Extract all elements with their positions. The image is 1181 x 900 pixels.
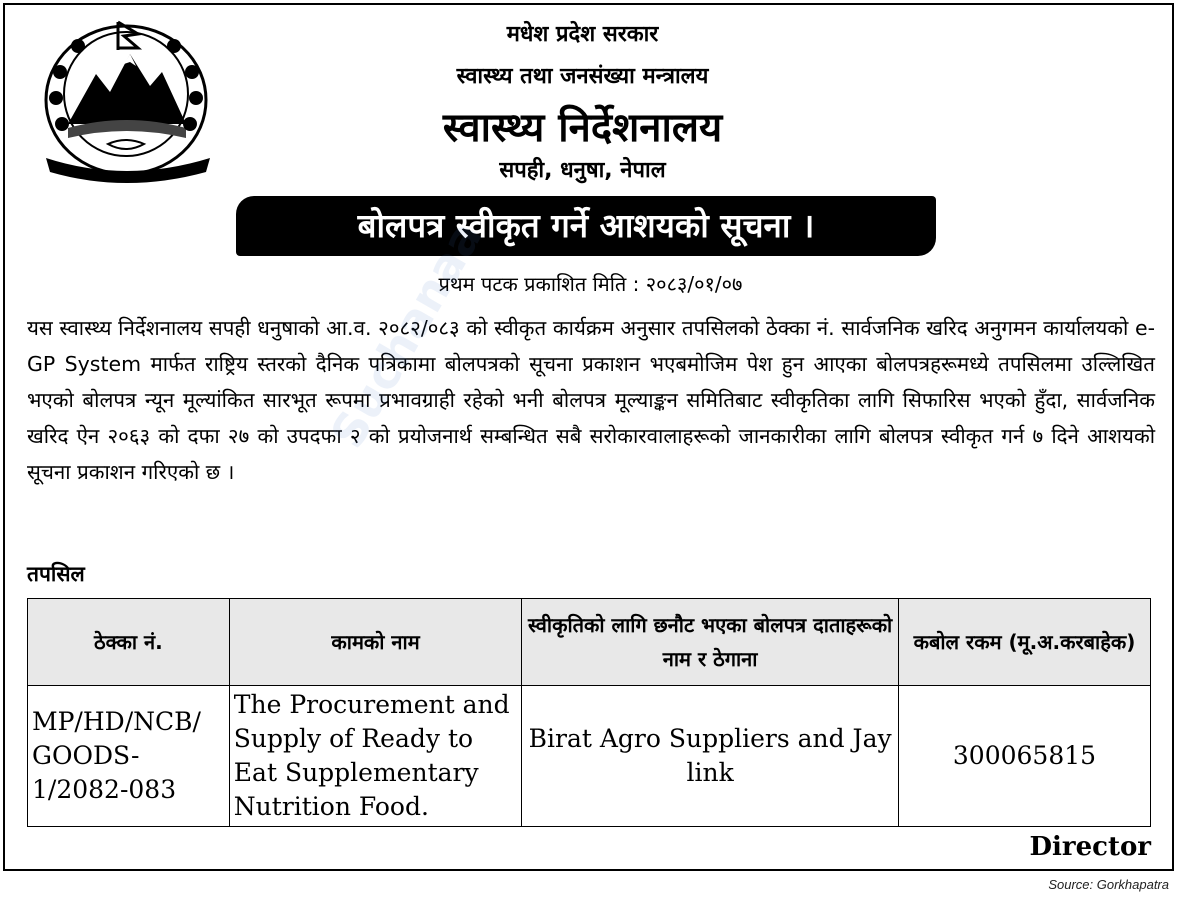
directorate-name: स्वास्थ्य निर्देशनालय — [442, 105, 723, 151]
office-address: सपही, धनुषा, नेपाल — [499, 158, 666, 183]
table-row — [28, 686, 1151, 827]
bidder-cell: Birat Agro Suppliers and Jay link — [522, 686, 899, 827]
notice-title: बोलपत्र स्वीकृत गर्ने आशयको सूचना । — [357, 206, 815, 245]
table-header-row — [28, 599, 1151, 686]
header-work-name: कामको नाम — [229, 599, 522, 686]
work-name-cell: The Procurement and Supply of Ready to Eat Supplementary Nutrition Food. — [229, 686, 522, 827]
header-bidder-name-address: स्वीकृतिको लागि छनौट भएका बोलपत्र दाताहरूको नाम र ठेगाना — [522, 599, 899, 686]
contract-no-cell: MP/HD/NCB/ GOODS- 1/2082-083 — [28, 686, 230, 827]
source-credit: Source: Gorkhapatra — [1048, 877, 1169, 892]
publication-date: प्रथम पटक प्रकाशित मिति : २०८३/०१/०७ — [438, 272, 743, 296]
header-contract-no: ठेक्का नं. — [28, 599, 230, 686]
notice-body-paragraph: यस स्वास्थ्य निर्देशनालय सपही धनुषाको आ.व. २०८२/०८३ को स्वीकृत कार्यक्रम अनुसार तपसिलको ठेक्का नं. सार्वजनिक खरिद अनुगमन कार्यालयको e-GP System मार्फत राष्ट्रिय स्तरको दैनिक पत्रिकामा बोलपत्रको सूचना प्रकाशन भएबमोजिम पेश हुन आएका बोलपत्रहरूमध्ये तपसिलमा उल्लिखित भएको बोलपत्र न्यून मूल्यांकित सारभूत रूपमा प्रभावग्राही रहेको भनी बोलपत्र मूल्याङ्कन समितिबाट स्वीकृतिका लागि सिफारिस भएको हुँदा, सार्वजनिक खरिद ऐन २०६३ को दफा २७ को उपदफा २ को प्रयोजनार्थ सम्बन्धित सबै सरोकारवालाहरूको जानकारीका लागि बोलपत्र स्वीकृत गर्न ७ दिने आशयको सूचना प्रकाशन गरिएको छ । — [27, 316, 1155, 484]
bid-award-table — [27, 598, 1151, 827]
ministry-name: स्वास्थ्य तथा जनसंख्या मन्त्रालय — [456, 64, 709, 89]
watermark: Suchanaa — [320, 211, 493, 457]
header-bid-amount: कबोल रकम (मू.अ.करबाहेक) — [898, 599, 1150, 686]
schedule-label: तपसिल — [27, 562, 85, 586]
province-government-name: मधेश प्रदेश सरकार — [506, 22, 659, 47]
amount-cell: 300065815 — [898, 686, 1150, 827]
signature-director: Director — [1029, 832, 1151, 862]
